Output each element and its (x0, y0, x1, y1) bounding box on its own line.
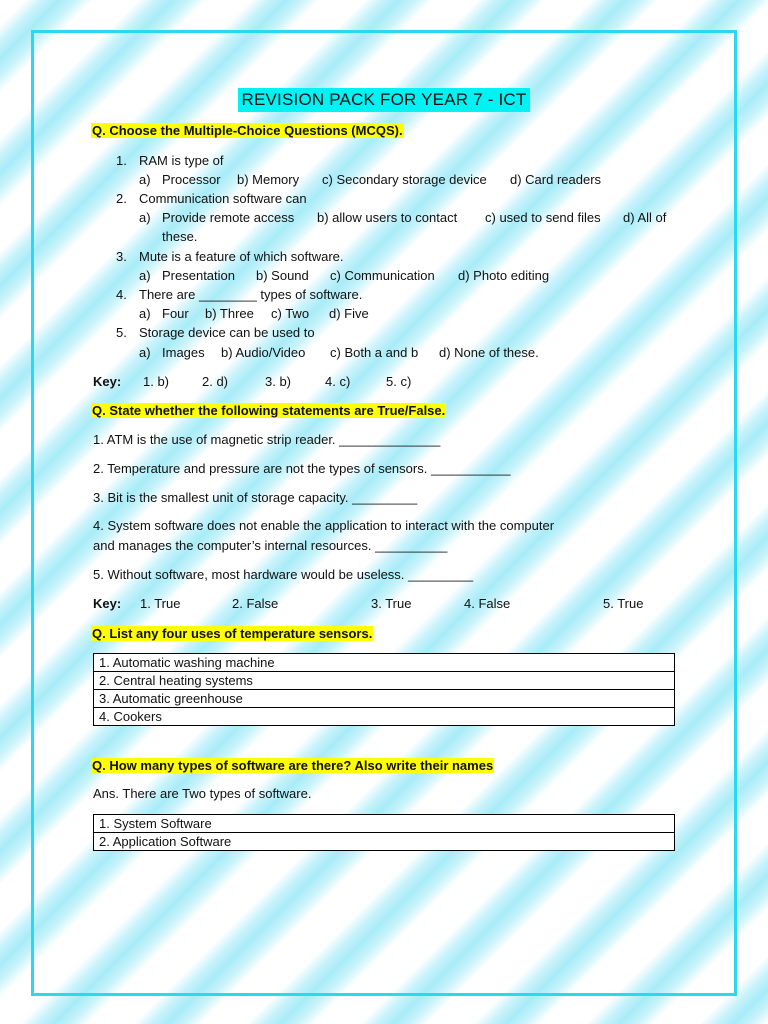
mcq-key-1: 1. b) (143, 374, 170, 389)
true-false-heading: Q. State whether the following statements are True/False. (92, 403, 446, 418)
q3-number: 3. (116, 249, 127, 264)
mcq-key-4: 4. c) (325, 374, 351, 389)
q3-option-b: b) Sound (256, 268, 309, 283)
statement-4: 4. System software does not enable the application to interact with the computer (93, 518, 555, 533)
q2-text: Communication software can (139, 191, 307, 206)
q5-text: Storage device can be used to (139, 325, 315, 340)
mcq-heading: Q. Choose the Multiple-Choice Questions (MCQS). (92, 123, 403, 138)
q1-text: RAM is type of (139, 153, 224, 168)
mcq-key-2: 2. d) (202, 374, 229, 389)
mcq-key-3: 3. b) (265, 374, 292, 389)
q2-option-d-cont: these. (162, 229, 198, 244)
table-cell: 3. Automatic greenhouse (94, 690, 675, 708)
q5-number: 5. (116, 325, 127, 340)
page-title: REVISION PACK FOR YEAR 7 - ICT (238, 88, 531, 112)
table-row (94, 672, 675, 690)
tf-key-3: 3. True (371, 596, 412, 611)
q3-option-c: c) Communication (330, 268, 435, 283)
statement-1: 1. ATM is the use of magnetic strip reader. ______________ (93, 432, 441, 447)
q3-option-a-label: a) (139, 268, 151, 283)
q5-option-d: d) None of these. (439, 345, 539, 360)
table-row (94, 690, 675, 708)
tf-key-4: 4. False (464, 596, 511, 611)
software-types-answer: Ans. There are Two types of software. (93, 786, 312, 801)
table-cell: 1. System Software (94, 815, 675, 833)
table-cell: 1. Automatic washing machine (94, 654, 675, 672)
software-types-heading: Q. How many types of software are there? Also write their names (92, 758, 494, 773)
q1-option-d: d) Card readers (510, 172, 602, 187)
q2-number: 2. (116, 191, 127, 206)
tf-key-1: 1. True (140, 596, 181, 611)
mcq-key-5: 5. c) (386, 374, 412, 389)
mcq-key-label: Key: (93, 374, 122, 389)
sensor-uses-heading: Q. List any four uses of temperature sensors. (92, 626, 373, 641)
table-row (94, 833, 675, 851)
q3-option-d: d) Photo editing (458, 268, 550, 283)
q2-option-b: b) allow users to contact (317, 210, 458, 225)
table-row (94, 815, 675, 833)
q4-option-b: b) Three (205, 306, 254, 321)
q4-option-c: c) Two (271, 306, 310, 321)
q4-option-a: Four (162, 306, 189, 321)
statement-5: 5. Without software, most hardware would be useless. _________ (93, 567, 474, 582)
q5-option-b: b) Audio/Video (221, 345, 306, 360)
q4-option-d: d) Five (329, 306, 369, 321)
q3-option-a: Presentation (162, 268, 235, 283)
q4-number: 4. (116, 287, 127, 302)
software-types-table (93, 814, 675, 851)
q1-option-a-label: a) (139, 172, 151, 187)
q4-option-a-label: a) (139, 306, 151, 321)
table-row (94, 654, 675, 672)
q2-option-d: d) All of (623, 210, 667, 225)
tf-key-label: Key: (93, 596, 122, 611)
q1-number: 1. (116, 153, 127, 168)
q5-option-a: Images (162, 345, 205, 360)
sensor-uses-table (93, 653, 675, 726)
table-cell: 2. Application Software (94, 833, 675, 851)
q3-text: Mute is a feature of which software. (139, 249, 344, 264)
table-row (94, 708, 675, 726)
title-wrap (0, 88, 768, 112)
statement-3: 3. Bit is the smallest unit of storage capacity. _________ (93, 490, 418, 505)
statement-2: 2. Temperature and pressure are not the types of sensors. ___________ (93, 461, 511, 476)
q2-option-a-label: a) (139, 210, 151, 225)
q5-option-c: c) Both a and b (330, 345, 419, 360)
table-cell: 2. Central heating systems (94, 672, 675, 690)
q1-option-b: b) Memory (237, 172, 300, 187)
q1-option-a: Processor (162, 172, 221, 187)
q5-option-a-label: a) (139, 345, 151, 360)
q1-option-c: c) Secondary storage device (322, 172, 487, 187)
statement-4-cont: and manages the computer’s internal resources. __________ (93, 538, 448, 553)
q2-option-c: c) used to send files (485, 210, 601, 225)
table-cell: 4. Cookers (94, 708, 675, 726)
tf-key-2: 2. False (232, 596, 279, 611)
q2-option-a: Provide remote access (162, 210, 295, 225)
tf-key-5: 5. True (603, 596, 644, 611)
q4-text: There are ________ types of software. (139, 287, 363, 302)
